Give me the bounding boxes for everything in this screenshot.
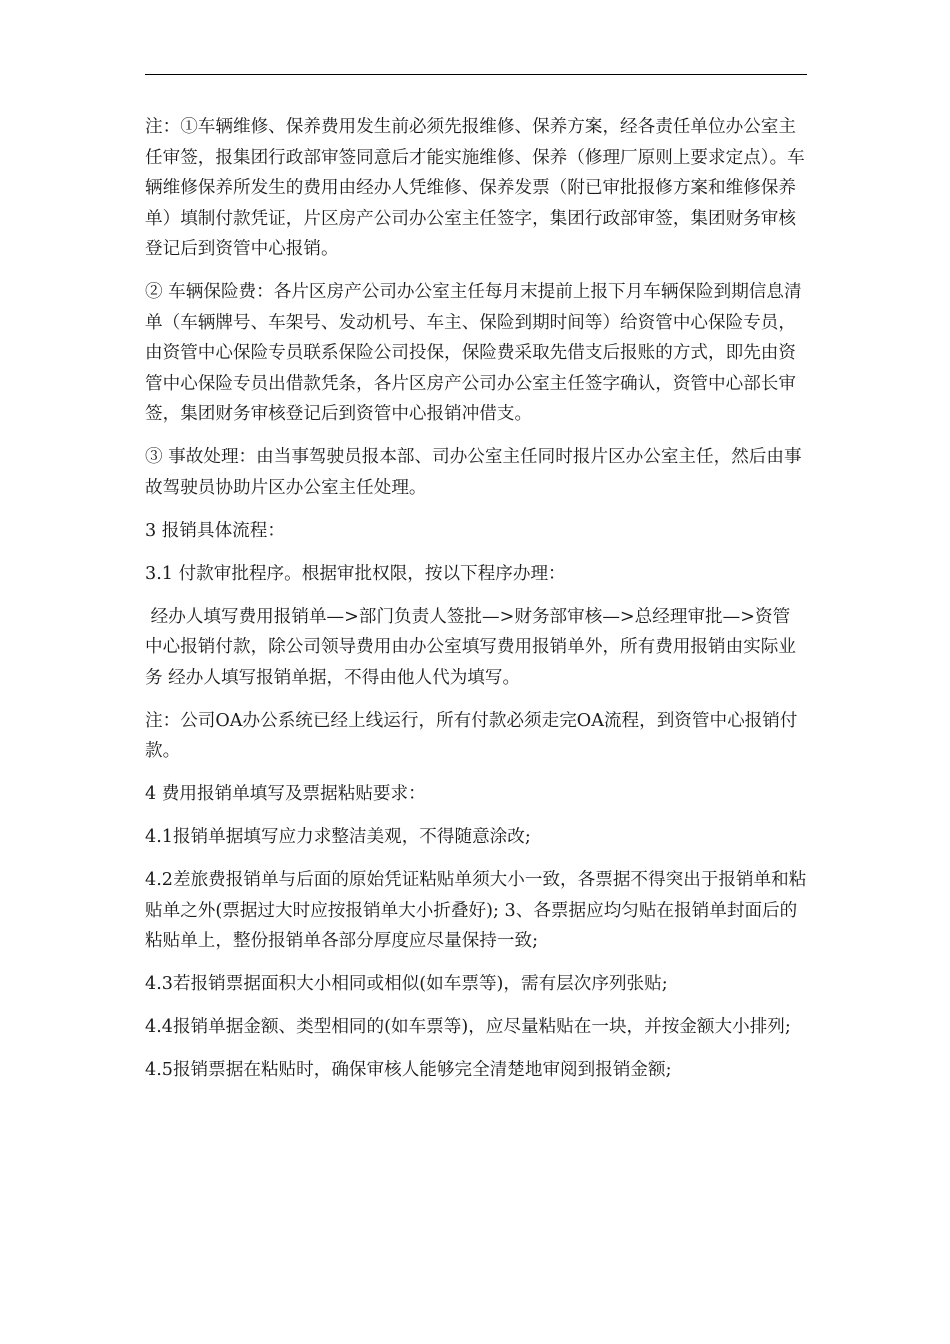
document-body — [145, 112, 807, 1098]
section-heading-reimbursement-process: 3 报销具体流程： — [145, 520, 285, 541]
note-accident-handling: ③ 事故处理：由当事驾驶员报本部、司办公室主任同时报片区办公室主任，然后由事故驾驶员协助片区办公室主任处理。 — [145, 447, 802, 498]
requirement-4-2: 4.2差旅费报销单与后面的原始凭证粘贴单须大小一致，各票据不得突出于报销单和粘贴单之外(票据过大时应按报销单大小折叠好); 3、各票据应均匀贴在报销单封面后的粘贴单上，整份报销单各部分厚度应尽量保持一致; — [145, 870, 807, 951]
approval-flow-text: 经办人填写费用报销单—>部门负责人签批—>财务部审核—>总经理审批—>资管中心报销付款，除公司领导费用由办公室填写费用报销单外，所有费用报销由实际业务 经办人填写报销单据，不得由他人代为填写。 — [145, 606, 796, 688]
requirement-4-4: 4.4报销单据金额、类型相同的(如车票等)，应尽量粘贴在一块，并按金额大小排列; — [145, 1017, 791, 1037]
requirement-4-3: 4.3若报销票据面积大小相同或相似(如车票等)，需有层次序列张贴; — [145, 974, 668, 994]
header-rule — [145, 74, 807, 75]
requirement-4-1: 4.1报销单据填写应力求整洁美观，不得随意涂改; — [145, 827, 531, 847]
subsection-payment-approval: 3.1 付款审批程序。根据审批权限，按以下程序办理： — [145, 563, 566, 584]
requirement-4-5: 4.5报销票据在粘贴时，确保审核人能够完全清楚地审阅到报销金额; — [145, 1060, 672, 1080]
section-heading-form-requirements: 4 费用报销单填写及票据粘贴要求： — [145, 784, 426, 804]
note-vehicle-maintenance: 注：①车辆维修、保养费用发生前必须先报维修、保养方案，经各责任单位办公室主任审签，报集团行政部审签同意后才能实施维修、保养（修理厂原则上要求定点）。车辆维修保养所发生的费用由经办人凭维修、保养发票（附已审批报修方案和维修保养单）填制付款凭证，片区房产公司办公室主任签字，集团行政部审签，集团财务审核登记后到资管中心报销。 — [145, 117, 805, 259]
note-vehicle-insurance: ② 车辆保险费：各片区房产公司办公室主任每月末提前上报下月车辆保险到期信息清单（车辆牌号、车架号、发动机号、车主、保险到期时间等）给资管中心保险专员，由资管中心保险专员联系保险公司投保，保险费采取先借支后报账的方式，即先由资管中心保险专员出借款凭条，各片区房产公司办公室主任签字确认，资管中心部长审签，集团财务审核登记后到资管中心报销冲借支。 — [145, 282, 802, 424]
note-oa-system: 注：公司OA办公系统已经上线运行，所有付款必须走完OA流程，到资管中心报销付款。 — [145, 710, 798, 761]
